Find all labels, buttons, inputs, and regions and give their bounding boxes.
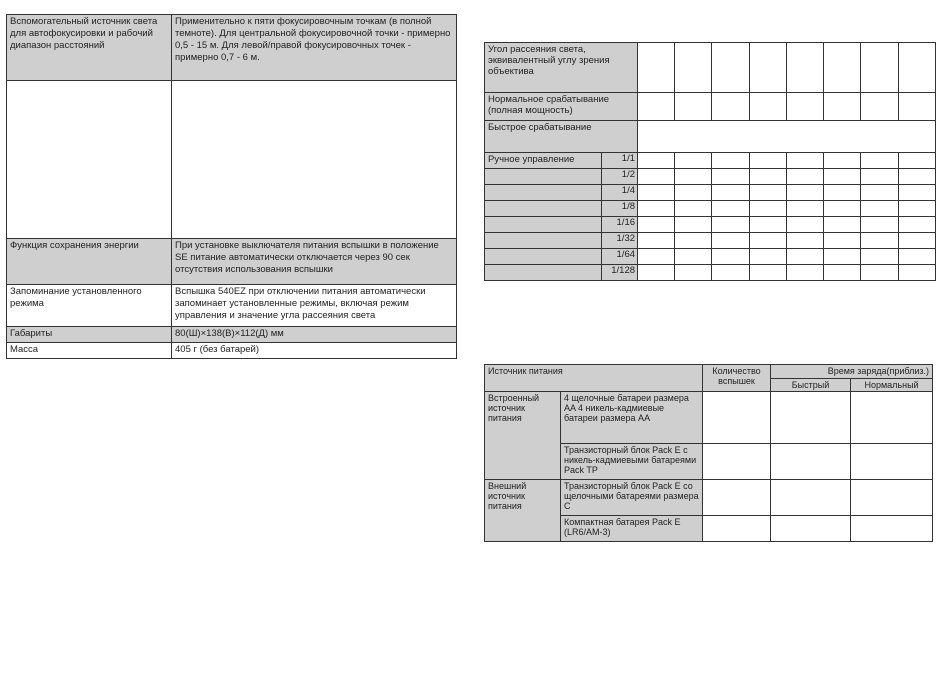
spec-value: 80(Ш)×138(В)×112(Д) мм bbox=[172, 327, 457, 343]
manual-row bbox=[485, 249, 936, 265]
grid-cell bbox=[749, 169, 786, 185]
header-count: Количество вспышек bbox=[703, 365, 771, 392]
grid-cell bbox=[824, 249, 861, 265]
grid-cell bbox=[638, 43, 675, 93]
grid-cell bbox=[749, 233, 786, 249]
grid-cell bbox=[898, 43, 935, 93]
grid-cell bbox=[675, 169, 712, 185]
spec-row bbox=[7, 15, 457, 81]
grid-cell bbox=[898, 217, 935, 233]
grid-cell bbox=[749, 153, 786, 169]
normal-row bbox=[485, 93, 936, 121]
grid-cell bbox=[786, 265, 823, 281]
spec-value: 405 г (без батарей) bbox=[172, 343, 457, 359]
grid-cell bbox=[824, 153, 861, 169]
grid-cell bbox=[898, 185, 935, 201]
grid-cell bbox=[786, 153, 823, 169]
normal-cell bbox=[851, 444, 933, 480]
manual-row bbox=[485, 265, 936, 281]
fast-label: Быстрое срабатывание bbox=[485, 121, 638, 153]
count-cell bbox=[703, 392, 771, 444]
level-label: 1/2 bbox=[602, 169, 638, 185]
grid-cell bbox=[861, 43, 898, 93]
grid-cell bbox=[638, 153, 675, 169]
grid-cell bbox=[786, 43, 823, 93]
grid-cell bbox=[861, 185, 898, 201]
grid-cell bbox=[712, 249, 749, 265]
normal-cell bbox=[851, 392, 933, 444]
grid-cell bbox=[824, 201, 861, 217]
grid-cell bbox=[861, 265, 898, 281]
grid-cell bbox=[786, 93, 823, 121]
grid-cell bbox=[675, 249, 712, 265]
grid-cell bbox=[898, 169, 935, 185]
angle-row bbox=[485, 43, 936, 93]
manual-label-blank bbox=[485, 217, 602, 233]
grid-cell bbox=[861, 169, 898, 185]
manual-row bbox=[485, 169, 936, 185]
manual-label-blank bbox=[485, 169, 602, 185]
spec-row bbox=[7, 81, 457, 239]
spec-value bbox=[172, 81, 457, 239]
spec-value: Вспышка 540EZ при отключении питания автоматически запоминает установленные режимы, включая режим управления и значение угла рассеяния света bbox=[172, 285, 457, 327]
grid-cell bbox=[712, 93, 749, 121]
grid-cell bbox=[824, 217, 861, 233]
level-label: 1/16 bbox=[602, 217, 638, 233]
grid-cell bbox=[675, 43, 712, 93]
grid-cell bbox=[638, 217, 675, 233]
manual-row bbox=[485, 201, 936, 217]
manual-label-blank bbox=[485, 249, 602, 265]
grid-cell bbox=[749, 185, 786, 201]
grid-cell bbox=[712, 265, 749, 281]
spec-label: Габариты bbox=[7, 327, 172, 343]
grid-cell bbox=[898, 93, 935, 121]
header-source: Источник питания bbox=[485, 365, 703, 392]
manual-label-blank bbox=[485, 185, 602, 201]
grid-cell bbox=[861, 93, 898, 121]
grid-cell bbox=[712, 233, 749, 249]
grid-cell bbox=[786, 249, 823, 265]
grid-cell bbox=[749, 201, 786, 217]
fast-cell bbox=[771, 480, 851, 516]
grid-cell bbox=[675, 185, 712, 201]
group-label: Встроенный источник питания bbox=[485, 392, 561, 480]
grid-cell bbox=[638, 185, 675, 201]
source-item: Компактная батарея Pack E (LR6/AM-3) bbox=[561, 516, 703, 542]
grid-cell bbox=[786, 201, 823, 217]
grid-cell bbox=[824, 233, 861, 249]
level-label: 1/4 bbox=[602, 185, 638, 201]
power-table bbox=[484, 364, 933, 542]
grid-cell bbox=[638, 121, 936, 153]
spec-label bbox=[7, 81, 172, 239]
count-cell bbox=[703, 444, 771, 480]
grid-cell bbox=[675, 201, 712, 217]
manual-label-blank bbox=[485, 233, 602, 249]
level-label: 1/64 bbox=[602, 249, 638, 265]
grid-cell bbox=[712, 217, 749, 233]
spec-row bbox=[7, 327, 457, 343]
normal-label: Нормальное срабатывание (полная мощность) bbox=[485, 93, 638, 121]
spec-row bbox=[7, 285, 457, 327]
grid-cell bbox=[675, 93, 712, 121]
manual-row bbox=[485, 217, 936, 233]
grid-cell bbox=[638, 201, 675, 217]
fast-row bbox=[485, 121, 936, 153]
output-table bbox=[484, 42, 936, 281]
grid-cell bbox=[712, 201, 749, 217]
grid-cell bbox=[638, 265, 675, 281]
grid-cell bbox=[824, 169, 861, 185]
spec-row bbox=[7, 239, 457, 285]
grid-cell bbox=[898, 233, 935, 249]
grid-cell bbox=[898, 201, 935, 217]
grid-cell bbox=[786, 233, 823, 249]
normal-cell bbox=[851, 480, 933, 516]
manual-label-blank bbox=[485, 201, 602, 217]
grid-cell bbox=[749, 43, 786, 93]
grid-cell bbox=[861, 233, 898, 249]
grid-cell bbox=[675, 217, 712, 233]
level-label: 1/128 bbox=[602, 265, 638, 281]
grid-cell bbox=[749, 217, 786, 233]
grid-cell bbox=[712, 153, 749, 169]
grid-cell bbox=[712, 169, 749, 185]
manual-row bbox=[485, 185, 936, 201]
grid-cell bbox=[638, 249, 675, 265]
spec-value: При установке выключателя питания вспышки в положение SE питание автоматически отключается через 90 сек отсутствия использования вспышки bbox=[172, 239, 457, 285]
fast-cell bbox=[771, 392, 851, 444]
level-label: 1/8 bbox=[602, 201, 638, 217]
power-row bbox=[485, 480, 933, 516]
spec-label: Запоминание установленного режима bbox=[7, 285, 172, 327]
spec-row bbox=[7, 343, 457, 359]
grid-cell bbox=[638, 169, 675, 185]
source-item: Транзисторный блок Pack E со щелочными батареями размера C bbox=[561, 480, 703, 516]
header-fast: Быстрый bbox=[771, 379, 851, 392]
grid-cell bbox=[786, 185, 823, 201]
manual-row bbox=[485, 153, 936, 169]
grid-cell bbox=[898, 265, 935, 281]
normal-cell bbox=[851, 516, 933, 542]
grid-cell bbox=[712, 43, 749, 93]
grid-cell bbox=[638, 233, 675, 249]
spec-value: Применительно к пяти фокусировочным точкам (в полной темноте). Для центральной фокусировочной точки - примерно 0,5 - 15 м. Для левой/правой фокусировочных точек - примерно 0,7 - 6 м. bbox=[172, 15, 457, 81]
grid-cell bbox=[675, 153, 712, 169]
grid-cell bbox=[712, 185, 749, 201]
grid-cell bbox=[898, 153, 935, 169]
power-header-row bbox=[485, 365, 933, 379]
grid-cell bbox=[638, 93, 675, 121]
angle-label: Угол рассеяния света, эквивалентный углу зрения объектива bbox=[485, 43, 638, 93]
manual-label-blank bbox=[485, 265, 602, 281]
count-cell bbox=[703, 516, 771, 542]
grid-cell bbox=[861, 217, 898, 233]
grid-cell bbox=[861, 249, 898, 265]
grid-cell bbox=[861, 201, 898, 217]
grid-cell bbox=[824, 93, 861, 121]
level-label: 1/32 bbox=[602, 233, 638, 249]
grid-cell bbox=[861, 153, 898, 169]
manual-row bbox=[485, 233, 936, 249]
grid-cell bbox=[898, 249, 935, 265]
fast-cell bbox=[771, 516, 851, 542]
spec-label: Вспомогательный источник света для автофокусировки и рабочий диапазон расстояний bbox=[7, 15, 172, 81]
grid-cell bbox=[786, 169, 823, 185]
header-recharge: Время заряда(приблиз.) bbox=[771, 365, 933, 379]
header-normal: Нормальный bbox=[851, 379, 933, 392]
grid-cell bbox=[749, 249, 786, 265]
grid-cell bbox=[824, 265, 861, 281]
source-item: Транзисторный блок Pack E с никель-кадмиевыми батареями Pack TP bbox=[561, 444, 703, 480]
grid-cell bbox=[749, 93, 786, 121]
spec-table bbox=[6, 14, 457, 359]
count-cell bbox=[703, 480, 771, 516]
spec-label: Функция сохранения энергии bbox=[7, 239, 172, 285]
group-label: Внешний источник питания bbox=[485, 480, 561, 542]
grid-cell bbox=[786, 217, 823, 233]
grid-cell bbox=[675, 233, 712, 249]
spec-label: Масса bbox=[7, 343, 172, 359]
level-label: 1/1 bbox=[602, 153, 638, 169]
manual-label: Ручное управление bbox=[485, 153, 602, 169]
grid-cell bbox=[824, 43, 861, 93]
grid-cell bbox=[749, 265, 786, 281]
power-row bbox=[485, 392, 933, 444]
grid-cell bbox=[675, 265, 712, 281]
fast-cell bbox=[771, 444, 851, 480]
source-item: 4 щелочные батареи размера AA 4 никель-кадмиевые батареи размера AA bbox=[561, 392, 703, 444]
grid-cell bbox=[824, 185, 861, 201]
